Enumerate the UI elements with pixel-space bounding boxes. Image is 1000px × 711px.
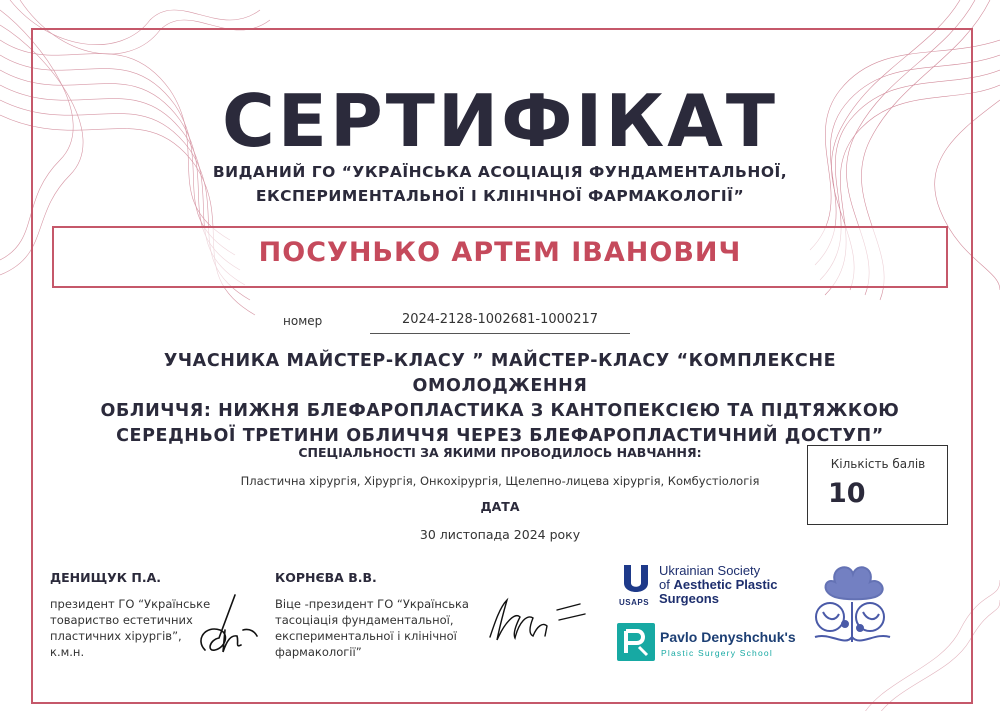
issued-by-line2: ЕКСПЕРИМЕНТАЛЬНОЇ І КЛІНІЧНОЇ ФАРМАКОЛОГІЇ” — [255, 187, 745, 205]
pd-school-logo-icon — [617, 623, 655, 661]
course-title — [90, 349, 910, 449]
usaps-line2-bold: Aesthetic Plastic — [673, 577, 778, 592]
course-line2: ОБЛИЧЧЯ: НИЖНЯ БЛЕФАРОПЛАСТИКА З КАНТОПЕКСІЄЮ ТА ПІДТЯЖКОЮ — [100, 401, 900, 421]
pd-school-subtitle: Plastic Surgery School — [661, 648, 773, 658]
signature-1 — [195, 590, 265, 662]
recipient-name: ПОСУНЬКО АРТЕМ ІВАНОВИЧ — [258, 237, 742, 268]
signatory-1-role — [50, 596, 210, 660]
pd-school-title: Pavlo Denyshchuk's — [660, 629, 796, 645]
usaps-line2-prefix: of — [659, 577, 674, 592]
signatory-1-role-line: товариство естетичних — [50, 613, 193, 627]
certificate-number: 2024-2128-1002681-1000217 — [401, 312, 599, 327]
points-value: 10 — [828, 478, 866, 509]
signatory-2-name: КОРНЄВА В.В. — [275, 570, 377, 585]
usaps-name — [659, 564, 778, 606]
signatory-1-role-line: к.м.н. — [50, 645, 85, 659]
issued-by — [120, 160, 880, 208]
signatory-1-name: ДЕНИЩУК П.А. — [50, 570, 162, 585]
usaps-abbr: USAPS — [619, 598, 650, 607]
usaps-line1: Ukrainian Society — [659, 563, 761, 578]
course-line3: СЕРЕДНЬОЇ ТРЕТИНИ ОБЛИЧЧЯ ЧЕРЕЗ БЛЕФАРОПЛАСТИЧНИЙ ДОСТУП” — [116, 426, 884, 446]
specialties-heading: СПЕЦІАЛЬНОСТІ ЗА ЯКИМИ ПРОВОДИЛОСЬ НАВЧАННЯ: — [298, 445, 702, 460]
usaps-line3: Surgeons — [659, 591, 719, 606]
date-value: 30 листопада 2024 року — [419, 527, 581, 542]
flower-emblem-icon — [805, 562, 900, 652]
usaps-logo-icon — [620, 563, 652, 597]
signatory-1-role-line: пластичних хірургів”, — [50, 629, 182, 643]
specialties-list: Пластична хірургія, Хірургія, Онкохірургія, Щелепно-лицева хірургія, Комбустіологія — [240, 474, 760, 488]
course-line1: УЧАСНИКА МАЙСТЕР-КЛАСУ ” МАЙСТЕР-КЛАСУ “КОМПЛЕКСНЕ ОМОЛОДЖЕННЯ — [163, 351, 837, 396]
signatory-1-role-line: президент ГО “Українське — [50, 597, 211, 611]
date-heading: ДАТА — [480, 499, 520, 514]
issued-by-line1: ВИДАНИЙ ГО “УКРАЇНСЬКА АСОЦІАЦІЯ ФУНДАМЕНТАЛЬНОЇ, — [212, 163, 788, 181]
signature-2 — [485, 592, 590, 644]
points-label: Кількість балів — [830, 457, 926, 471]
signatory-2-role-line: експериментальної і клінічної — [275, 629, 457, 643]
signatory-2-role-line: Віце -президент ГО “Українська — [275, 597, 469, 611]
signatory-2-role — [275, 596, 469, 660]
certificate-title: СЕРТИФІКАТ — [221, 79, 779, 163]
signatory-2-role-line: фармакології” — [275, 645, 362, 659]
signatory-2-role-line: тасоціація фундаментальної, — [275, 613, 454, 627]
number-underline — [370, 333, 630, 334]
number-label: номер — [283, 314, 323, 328]
